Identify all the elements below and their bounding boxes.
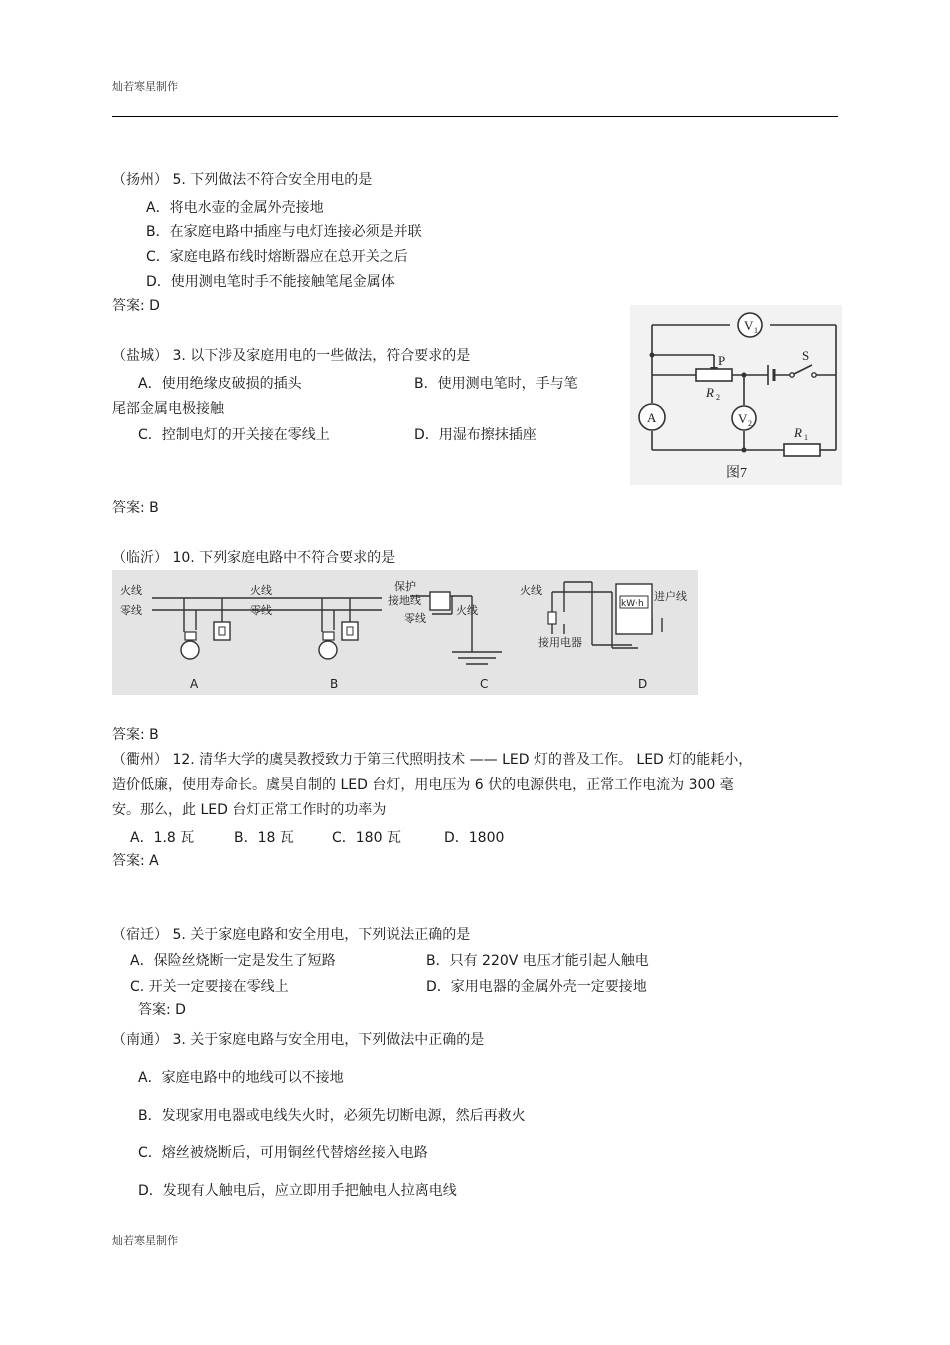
circuit-label-c: C	[480, 677, 489, 691]
svg-text:2: 2	[716, 393, 720, 402]
question-yancheng-option-b: B．使用测电笔时，手与笔	[414, 376, 578, 392]
question-suqian-stem: （宿迁） 5. 关于家庭电路和安全用电，下列说法正确的是	[112, 927, 471, 943]
question-quzhou-option-b: B．18 瓦	[234, 830, 294, 846]
circuit-label-b: B	[330, 677, 339, 691]
circuit-b-live-label: 火线	[250, 584, 272, 597]
question-quzhou-line-3: 安。那么，此 LED 台灯正常工作时的功率为	[112, 802, 387, 818]
question-yancheng-option-c: C．控制电灯的开关接在零线上	[138, 427, 330, 443]
question-quzhou-line-2: 造价低廉，使用寿命长。虞昊自制的 LED 台灯，用电压为 6 伏的电源供电，正常工作电流为 300 毫	[112, 777, 734, 793]
question-yancheng-option-d: D．用湿布擦抹插座	[414, 427, 537, 443]
question-quzhou-answer: 答案: A	[112, 853, 159, 869]
question-quzhou-option-a: A．1.8 瓦	[130, 830, 195, 846]
question-suqian-option-b: B．只有 220V 电压才能引起人触电	[426, 953, 649, 969]
circuit-c-neutral-label: 零线	[404, 612, 426, 625]
svg-text:1: 1	[754, 326, 758, 335]
question-nantong-option-b: B．发现家用电器或电线失火时，必须先切断电源，然后再救火	[138, 1108, 526, 1124]
question-yangzhou-option-c: C．家庭电路布线时熔断器应在总开关之后	[146, 249, 408, 265]
question-nantong-option-c: C．熔丝被烧断后，可用铜丝代替熔丝接入电路	[138, 1145, 428, 1161]
question-yangzhou-stem: （扬州） 5. 下列做法不符合安全用电的是	[112, 172, 373, 188]
circuit-d-live-label: 火线	[520, 584, 542, 597]
question-yancheng-option-b-cont: 尾部金属电极接触	[112, 401, 224, 417]
svg-text:1: 1	[804, 433, 808, 442]
figure-7-caption: 图7	[726, 466, 747, 481]
circuit-d-incoming-label: 进户线	[654, 590, 687, 603]
question-quzhou-option-c: C．180 瓦	[332, 830, 401, 846]
question-yancheng-stem: （盐城） 3. 以下涉及家庭用电的一些做法，符合要求的是	[112, 348, 471, 364]
circuit-label-d: D	[638, 677, 648, 691]
circuit-d-appliance-label: 接用电器	[538, 636, 582, 649]
figure-household-circuits	[112, 570, 698, 695]
circuit-d-meter-label: kW·h	[621, 599, 644, 609]
circuit-label-a: A	[190, 677, 199, 691]
voltmeter-v1-label: V	[744, 318, 754, 333]
circuit-b-neutral-label: 零线	[250, 604, 272, 617]
question-nantong-stem: （南通） 3. 关于家庭电路与安全用电，下列做法中正确的是	[112, 1032, 485, 1048]
question-suqian-answer: 答案: D	[138, 1002, 186, 1018]
question-suqian-option-a: A．保险丝烧断一定是发生了短路	[130, 953, 336, 969]
page-footer: 灿若寒星制作	[112, 1234, 178, 1247]
question-nantong-option-d: D．发现有人触电后，应立即用手把触电人拉离电线	[138, 1183, 457, 1199]
voltmeter-v2-label: V	[738, 411, 748, 426]
ammeter-label: A	[647, 410, 657, 425]
circuit-a-live-label: 火线	[120, 584, 142, 597]
question-yangzhou-answer: 答案: D	[112, 298, 160, 314]
figure-7-circuit	[630, 305, 842, 485]
question-suqian-option-d: D．家用电器的金属外壳一定要接地	[426, 979, 647, 995]
question-yangzhou-option-b: B．在家庭电路中插座与电灯连接必须是并联	[146, 224, 422, 240]
svg-text:2: 2	[748, 419, 752, 428]
question-nantong-option-a: A．家庭电路中的地线可以不接地	[138, 1070, 344, 1086]
question-yangzhou-option-d: D．使用测电笔时手不能接触笔尾金属体	[146, 274, 395, 290]
question-linyi-answer: 答案: B	[112, 727, 159, 743]
circuit-a-neutral-label: 零线	[120, 604, 142, 617]
question-quzhou-option-d: D．1800	[444, 830, 505, 846]
question-quzhou-line-1: （衢州） 12. 清华大学的虞昊教授致力于第三代照明技术 —— LED 灯的普及工作。 LED 灯的能耗小，	[112, 752, 753, 768]
question-suqian-option-c: C. 开关一定要接在零线上	[130, 979, 289, 995]
switch-s-label: S	[802, 348, 810, 363]
circuit-c-live-label: 火线	[456, 604, 478, 617]
resistor-r1-label: R	[794, 425, 802, 440]
question-yancheng-answer: 答案: B	[112, 500, 159, 516]
resistor-r2-label: R	[706, 385, 714, 400]
slider-p-label: P	[718, 353, 726, 368]
header-divider	[112, 116, 838, 117]
question-yancheng-option-a: A．使用绝缘皮破损的插头	[138, 376, 302, 392]
page-header: 灿若寒星制作	[112, 80, 178, 93]
question-yangzhou-option-a: A．将电水壶的金属外壳接地	[146, 200, 324, 216]
circuit-c-ground-label-2: 接地线	[388, 594, 421, 607]
circuit-c-ground-label: 保护	[394, 580, 416, 593]
question-linyi-stem: （临沂） 10. 下列家庭电路中不符合要求的是	[112, 550, 396, 566]
